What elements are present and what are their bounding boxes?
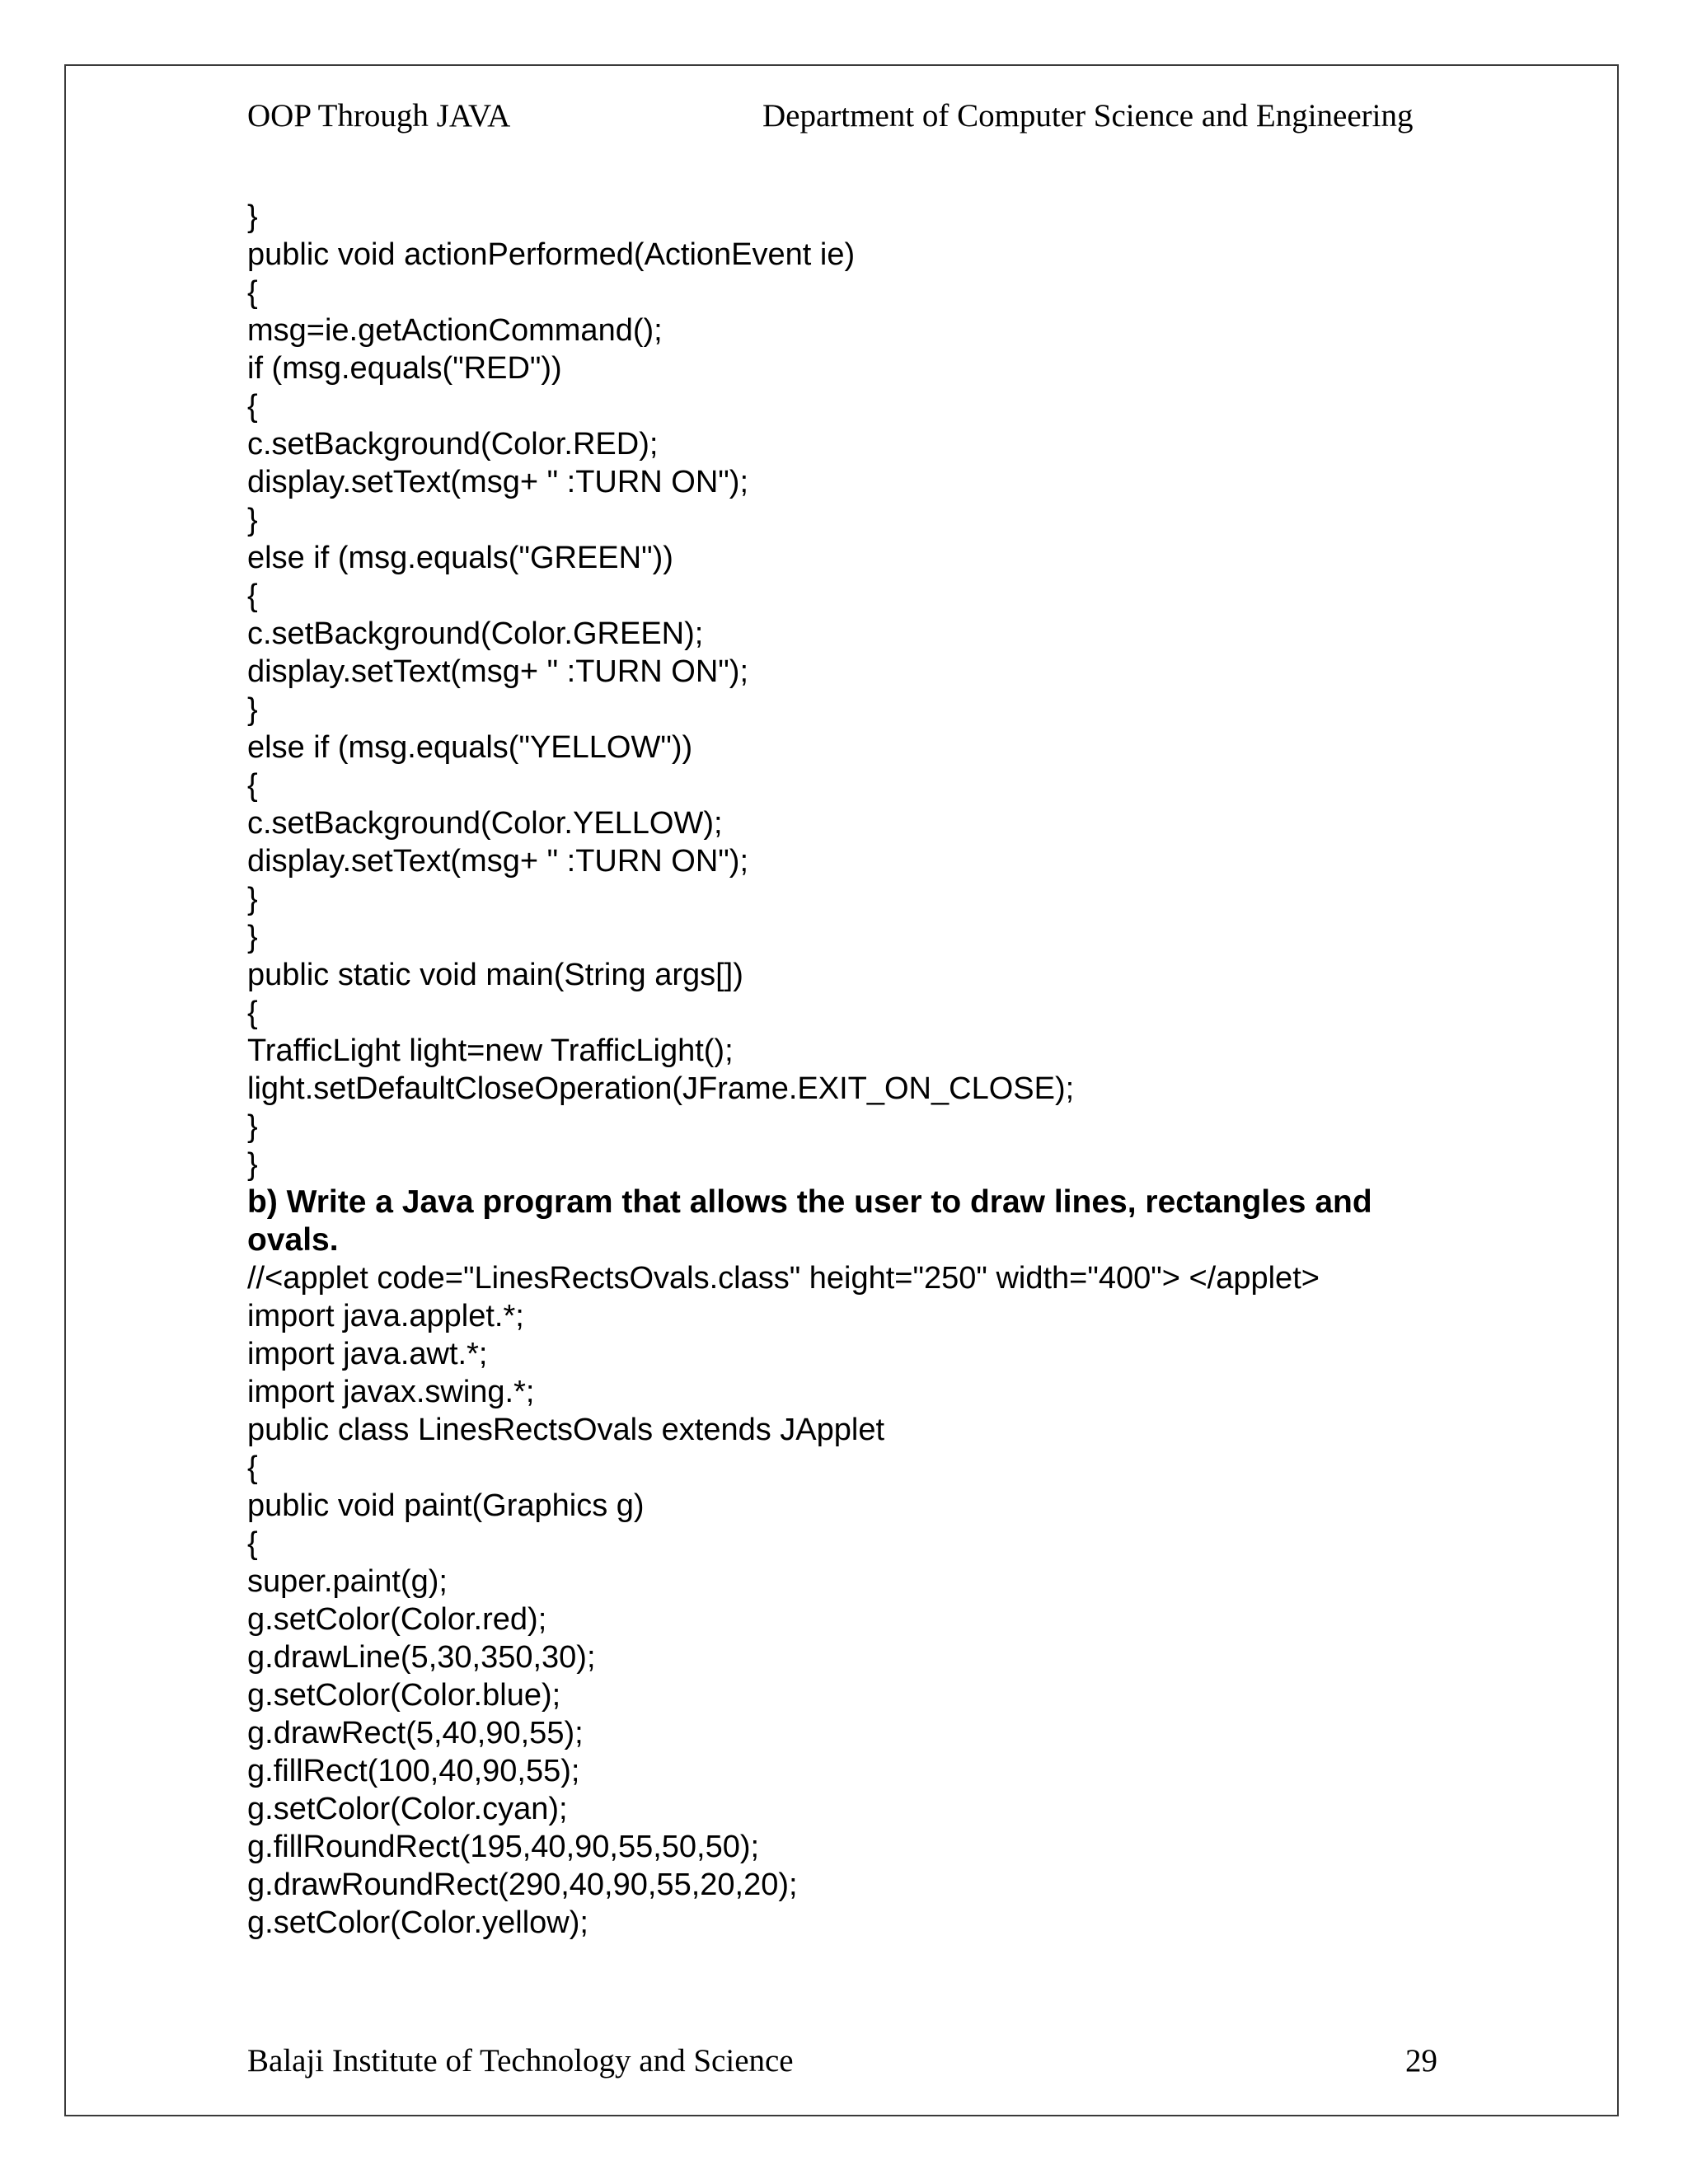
code-line: } [247,692,258,727]
code-line: TrafficLight light=new TrafficLight(); [247,1033,734,1068]
code-line: public void actionPerformed(ActionEvent ie) [247,237,856,272]
code-line: { [247,275,258,310]
code-line: light.setDefaultCloseOperation(JFrame.EXIT_ON_CLOSE); [247,1071,1075,1106]
code-line: display.setText(msg+ " :TURN ON"); [247,465,748,499]
code-line: } [247,1147,258,1182]
code-line: if (msg.equals("RED")) [247,351,562,386]
code-line: g.drawRect(5,40,90,55); [247,1716,584,1750]
code-line: public class LinesRectsOvals extends JApplet [247,1413,885,1447]
code-line: else if (msg.equals("GREEN")) [247,541,673,575]
code-line: import javax.swing.*; [247,1375,535,1409]
code-line: g.setColor(Color.blue); [247,1678,561,1713]
code-line: { [247,1451,258,1485]
code-line: display.setText(msg+ " :TURN ON"); [247,844,748,879]
code-line: } [247,199,258,234]
code-line: g.setColor(Color.cyan); [247,1792,568,1826]
code-line: public void paint(Graphics g) [247,1488,645,1523]
header-department: Department of Computer Science and Engineering [762,98,1414,134]
code-line: c.setBackground(Color.GREEN); [247,616,704,651]
code-line: g.setColor(Color.red); [247,1602,547,1637]
code-line: c.setBackground(Color.RED); [247,427,659,462]
code-line: g.drawLine(5,30,350,30); [247,1640,596,1675]
code-line: display.setText(msg+ " :TURN ON"); [247,654,748,689]
code-line: g.setColor(Color.yellow); [247,1905,588,1940]
code-line: } [247,503,258,537]
code-line: g.fillRoundRect(195,40,90,55,50,50); [247,1830,760,1864]
footer-page-number: 29 [1405,2043,1437,2079]
code-line: { [247,996,258,1030]
code-line: } [247,1109,258,1144]
code-line: public static void main(String args[]) [247,958,743,992]
code-line: import java.awt.*; [247,1337,488,1371]
code-line: g.drawRoundRect(290,40,90,55,20,20); [247,1868,798,1902]
question-heading-line: ovals. [247,1222,339,1258]
code-line: { [247,389,258,424]
header-course-title: OOP Through JAVA [247,98,511,134]
code-line: } [247,920,258,954]
code-line: { [247,768,258,803]
code-line: c.setBackground(Color.YELLOW); [247,806,723,841]
code-line: super.paint(g); [247,1564,448,1599]
code-listing [247,198,1442,1942]
code-line: import java.applet.*; [247,1299,524,1333]
code-line: { [247,1526,258,1561]
code-line: } [247,882,258,916]
question-heading-line: b) Write a Java program that allows the user to draw lines, rectangles and [247,1184,1372,1220]
footer-institute: Balaji Institute of Technology and Science [247,2043,794,2079]
code-line: { [247,579,258,613]
code-line: g.fillRect(100,40,90,55); [247,1754,580,1788]
code-line: //<applet code="LinesRectsOvals.class" height="250" width="400"> </applet> [247,1261,1320,1296]
code-line: msg=ie.getActionCommand(); [247,313,663,348]
code-line: else if (msg.equals("YELLOW")) [247,730,693,765]
